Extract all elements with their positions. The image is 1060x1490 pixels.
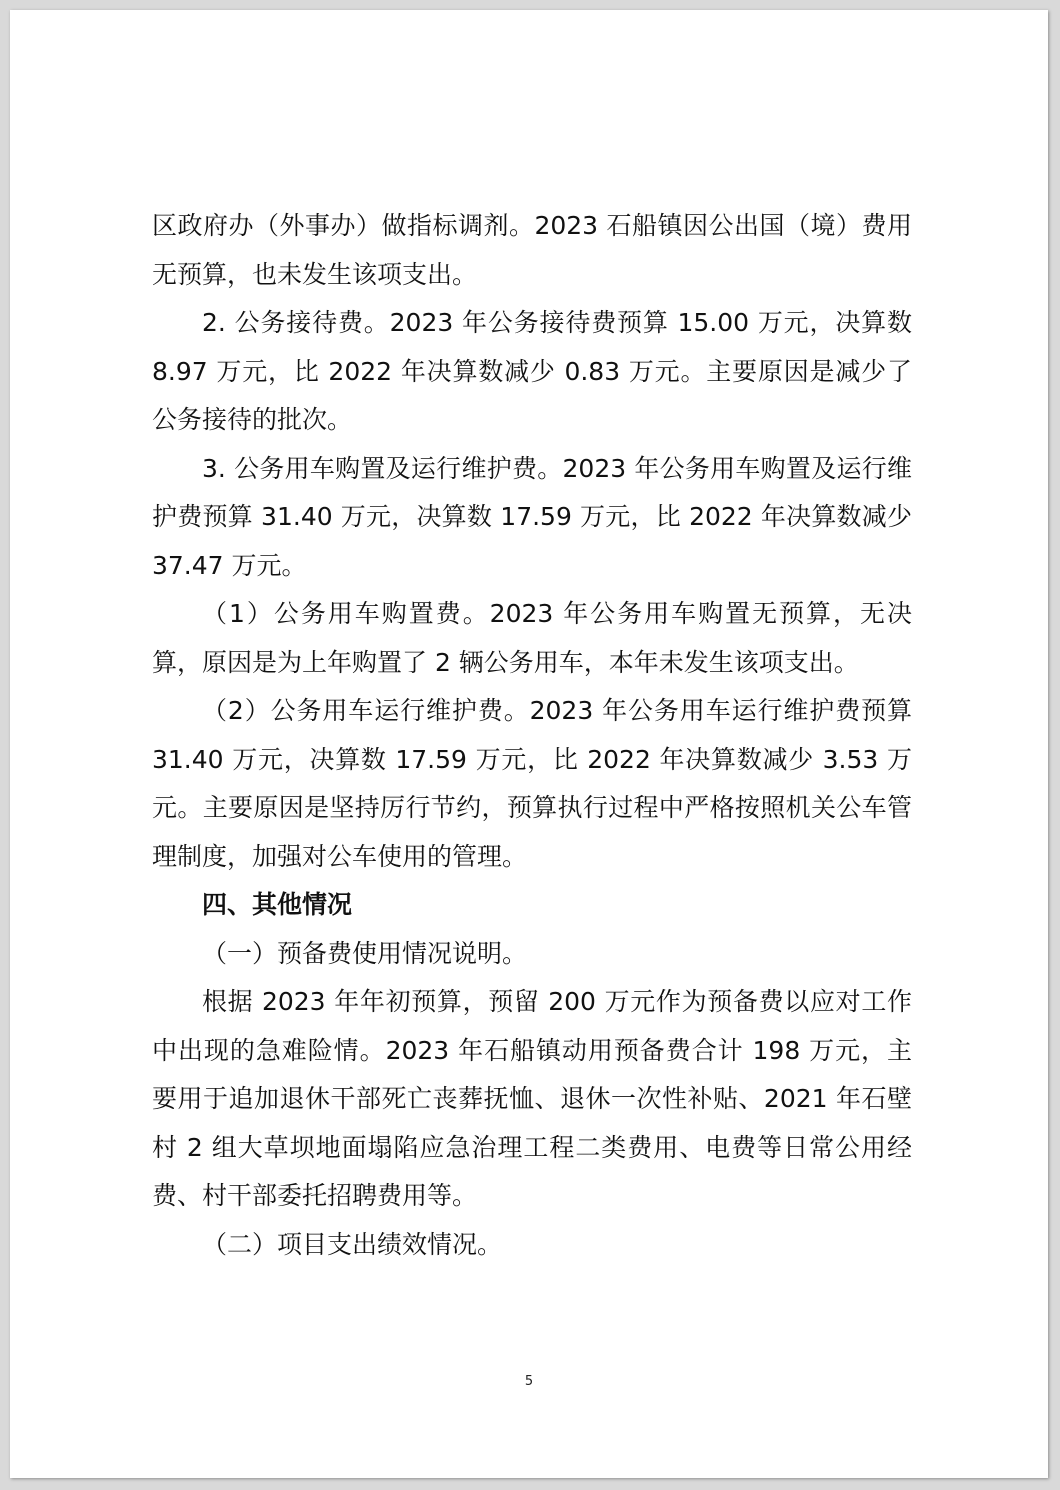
subheading-reserve-fund: （一）预备费使用情况说明。 [202,938,528,968]
paragraph-2: 2. 公务接待费。2023 年公务接待费预算 15.00 万元，决算数 8.97 万元，比 2022 年决算数减少 0.83 万元。主要原因是减少了公务接待的批次。 [152,308,912,434]
paragraph-1: 区政府办（外事办）做指标调剂。2023 石船镇因公出国（境）费用无预算，也未发生该项支出。 [152,211,912,289]
subheading-performance: （二）项目支出绩效情况。 [202,1229,503,1259]
section-heading-other: 四、其他情况 [202,890,353,919]
page-number: 5 [524,1374,534,1389]
paragraph-reserve-fund: 根据 2023 年年初预算，预留 200 万元作为预备费以应对工作中出现的急难险情。2023 年石船镇动用预备费合计 198 万元，主要用于追加退休干部死亡丧葬抚恤、退休一次性补贴、2021 年石壁村 2 组大草坝地面塌陷应急治理工程二类费用、电费等日常公用经费、村干部委托招聘费用等。 [152,987,912,1210]
document-body [152,202,912,1269]
paragraph-5: （2）公务用车运行维护费。2023 年公务用车运行维护费预算 31.40 万元，决算数 17.59 万元，比 2022 年决算数减少 3.53 万元。主要原因是坚持厉行节约，预算执行过程中严格按照机关公车管理制度，加强对公车使用的管理。 [152,696,912,871]
paragraph-3: 3. 公务用车购置及运行维护费。2023 年公务用车购置及运行维护费预算 31.40 万元，决算数 17.59 万元，比 2022 年决算数减少 37.47 万元。 [152,453,912,580]
paragraph-4: （1）公务用车购置费。2023 年公务用车购置无预算，无决算，原因是为上年购置了 2 辆公务用车，本年未发生该项支出。 [152,599,912,677]
document-page [10,10,1048,1478]
